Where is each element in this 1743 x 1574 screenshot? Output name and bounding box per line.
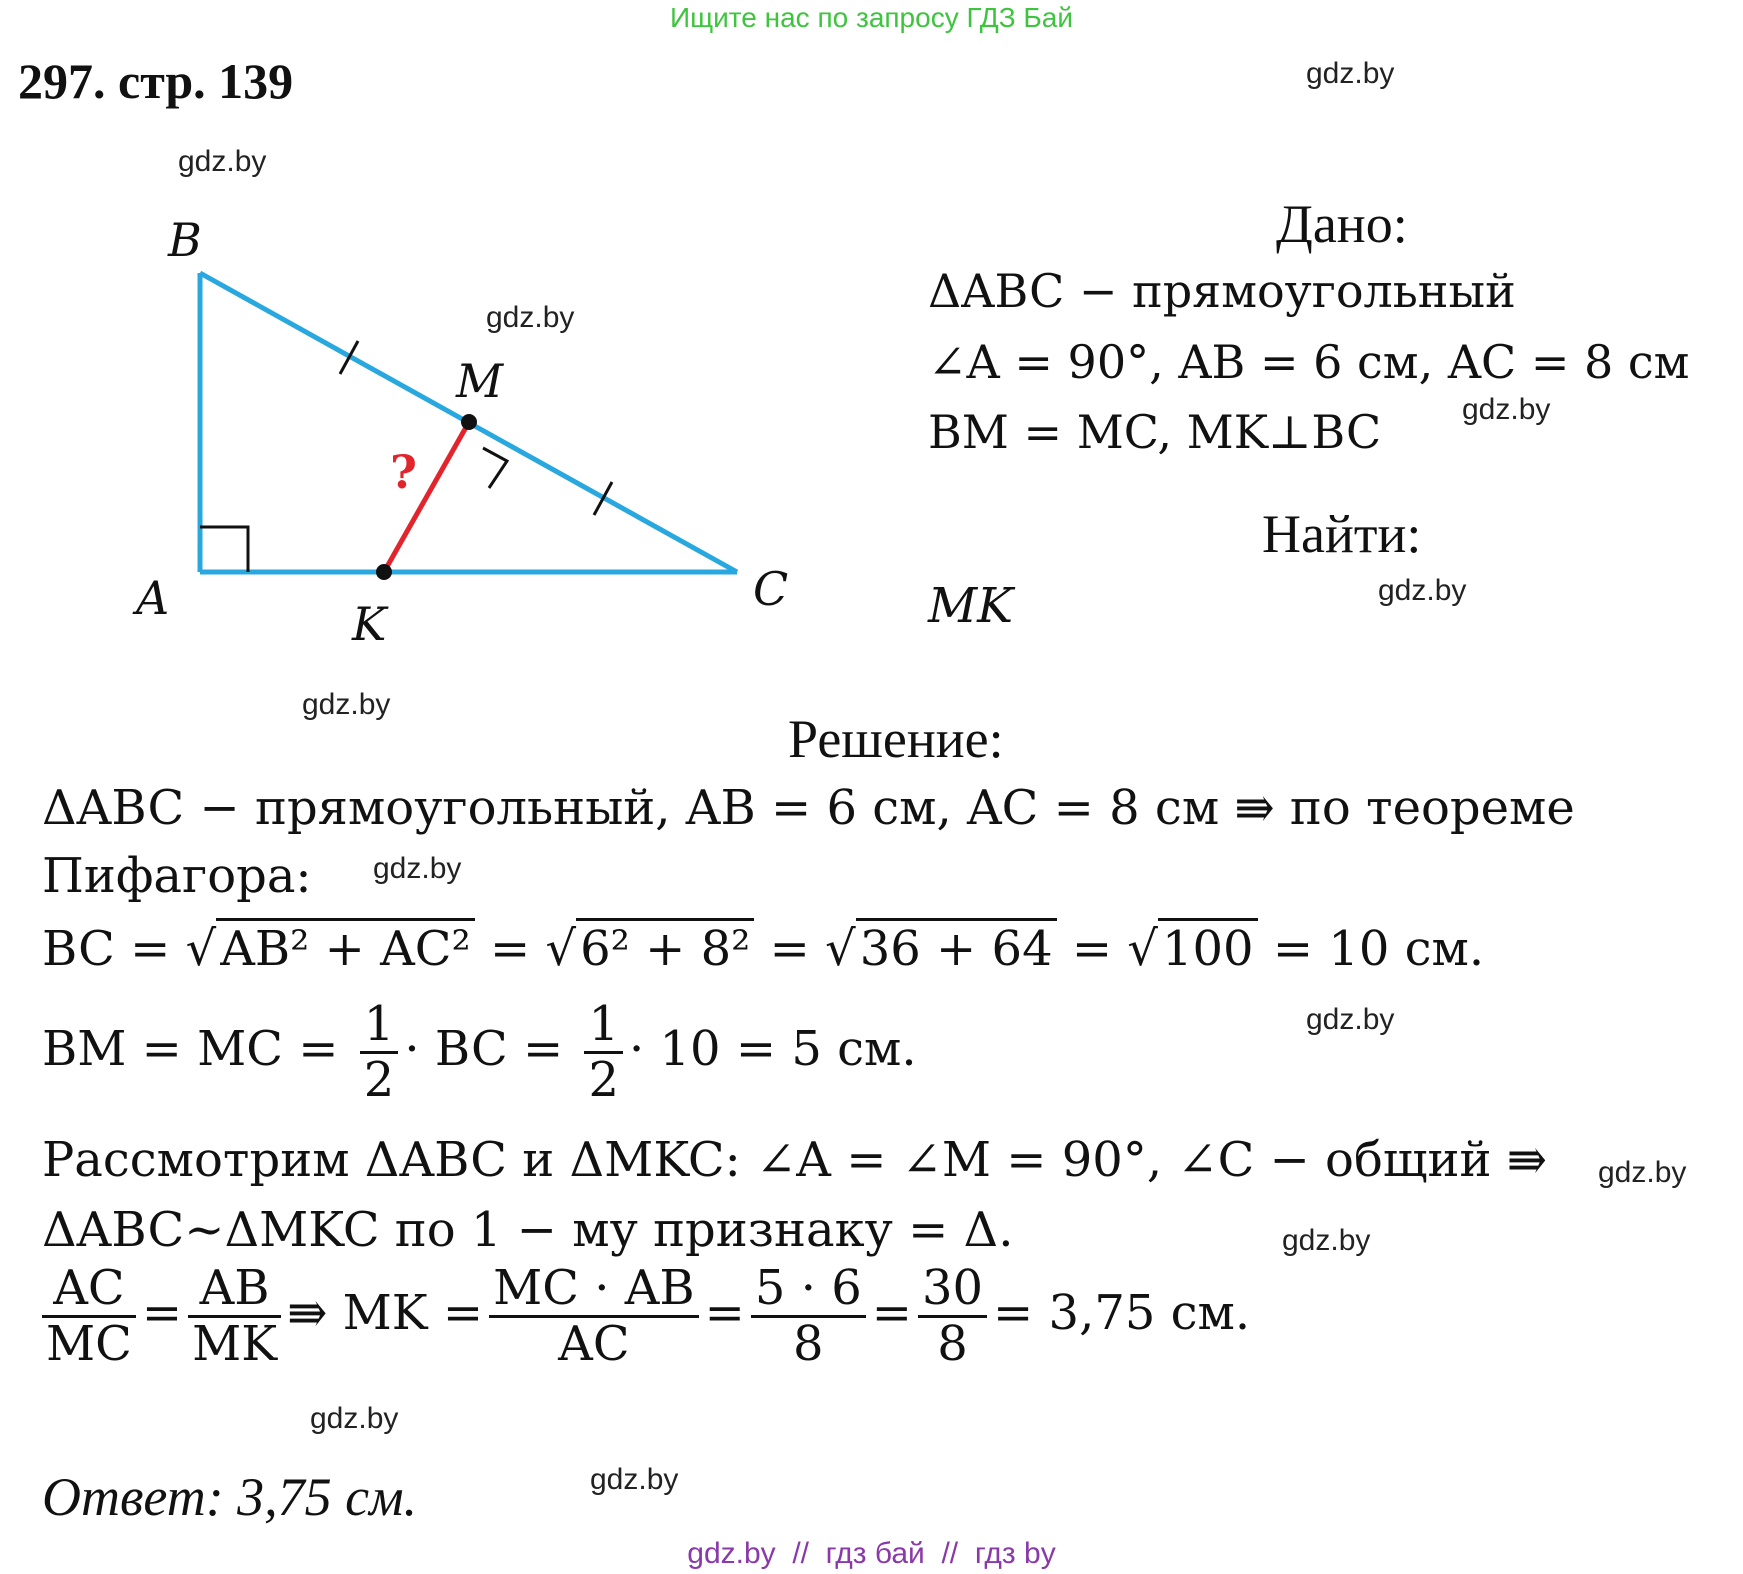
find-value: MK <box>928 578 1014 634</box>
bc-lhs: BC = <box>42 921 186 977</box>
denominator: 2 <box>584 1051 623 1107</box>
given-line-1: ΔABC − прямоугольный <box>928 264 1516 318</box>
find-heading: Найти: <box>1262 504 1422 564</box>
triangle-figure <box>0 0 800 700</box>
given-line-3: BM = MC, MK⊥BC <box>928 405 1382 459</box>
solution-line-5: Рассмотрим ΔABC и ΔMKC: ∠A = ∠M = 90°, ∠C − общий ⇛ <box>42 1132 1547 1188</box>
right-angle-m-mark <box>483 448 507 488</box>
solution-heading: Решение: <box>788 709 1004 769</box>
watermark: gdz.by <box>486 301 575 334</box>
numerator: 30 <box>921 1260 984 1316</box>
point-k <box>376 564 392 580</box>
vertex-label-b: B <box>168 213 202 267</box>
numerator: AB <box>199 1260 270 1316</box>
footer-links[interactable]: gdz.by // гдз бай // гдз by <box>687 1537 1056 1570</box>
fraction-half-1 <box>360 998 399 1107</box>
eq-1: = <box>474 921 546 977</box>
fraction-ac-mc <box>42 1262 136 1371</box>
denominator: MC <box>42 1315 136 1371</box>
bm-lhs: BM = MC = <box>42 1020 354 1077</box>
right-angle-a-mark <box>200 527 248 572</box>
ratio-equation <box>42 1262 1250 1371</box>
ratio-eq-1: = <box>141 1284 183 1341</box>
watermark: gdz.by <box>1462 393 1551 426</box>
fraction-ab-mk <box>188 1262 281 1371</box>
denominator: 8 <box>918 1315 987 1371</box>
radicand-4: 100 <box>1158 918 1258 977</box>
fraction-30-8 <box>918 1262 987 1371</box>
numerator: AC <box>53 1260 125 1316</box>
watermark: gdz.by <box>373 852 462 885</box>
bm-mid: · BC = <box>404 1020 579 1077</box>
fraction-mcab-ac <box>489 1262 699 1371</box>
ratio-eq-3: = <box>871 1284 912 1341</box>
watermark: gdz.by <box>590 1463 679 1496</box>
ratio-rhs: = 3,75 см. <box>993 1284 1251 1341</box>
watermark: gdz.by <box>1282 1224 1371 1257</box>
given-line-2: ∠A = 90°, AB = 6 см, AC = 8 см <box>928 335 1690 389</box>
numerator: 1 <box>363 996 395 1052</box>
vertex-label-k: K <box>352 597 387 651</box>
vertex-label-c: C <box>753 562 789 616</box>
answer: Ответ: 3,75 см. <box>42 1467 418 1527</box>
radicand-1: AB² + AC² <box>216 918 475 977</box>
solution-line-1: ΔABC − прямоугольный, AB = 6 см, AC = 8 см ⇛ по теореме <box>42 780 1575 836</box>
watermark: gdz.by <box>302 688 391 721</box>
ratio-implication: ⇛ MK = <box>287 1284 484 1341</box>
watermark: gdz.by <box>1598 1156 1687 1189</box>
solution-line-2: Пифагора: <box>42 848 312 904</box>
watermark: gdz.by <box>1306 1003 1395 1036</box>
sqrt-1: √AB² + AC² <box>186 925 475 973</box>
denominator: 2 <box>360 1051 399 1107</box>
denominator: 8 <box>751 1315 866 1371</box>
watermark: gdz.by <box>1306 57 1395 90</box>
vertex-label-m: M <box>456 354 504 408</box>
denominator: AC <box>489 1315 699 1371</box>
pythagoras-equation <box>42 921 1485 977</box>
bm-equation <box>42 998 917 1107</box>
sqrt-4: √100 <box>1127 925 1257 973</box>
bm-rhs: · 10 = 5 см. <box>629 1020 917 1077</box>
fraction-5x6-8 <box>751 1262 866 1371</box>
question-mark: ? <box>390 445 417 499</box>
radicand-2: 6² + 8² <box>576 918 754 977</box>
sqrt-3: √36 + 64 <box>825 925 1056 973</box>
numerator: 5 · 6 <box>754 1260 862 1316</box>
eq-3: = <box>1056 921 1128 977</box>
fraction-half-2 <box>584 998 623 1107</box>
sqrt-2: √6² + 8² <box>546 925 755 973</box>
point-m <box>461 414 477 430</box>
bc-rhs: = 10 см. <box>1257 921 1485 977</box>
watermark: gdz.by <box>1378 574 1467 607</box>
watermark: gdz.by <box>310 1402 399 1435</box>
top-banner[interactable]: Ищите нас по запросу ГДЗ Бай <box>669 2 1074 33</box>
denominator: MK <box>188 1315 281 1371</box>
numerator: 1 <box>588 996 619 1052</box>
ratio-eq-2: = <box>704 1284 745 1341</box>
watermark: gdz.by <box>178 145 267 178</box>
task-title: 297. стр. 139 <box>18 53 294 109</box>
numerator: MC · AB <box>493 1260 695 1316</box>
solution-line-6: ΔABC~ΔMKC по 1 − му признаку = Δ. <box>42 1202 1014 1258</box>
vertex-label-a: A <box>136 571 170 625</box>
eq-2: = <box>754 921 826 977</box>
given-heading: Дано: <box>1276 194 1408 254</box>
radicand-3: 36 + 64 <box>856 918 1057 977</box>
